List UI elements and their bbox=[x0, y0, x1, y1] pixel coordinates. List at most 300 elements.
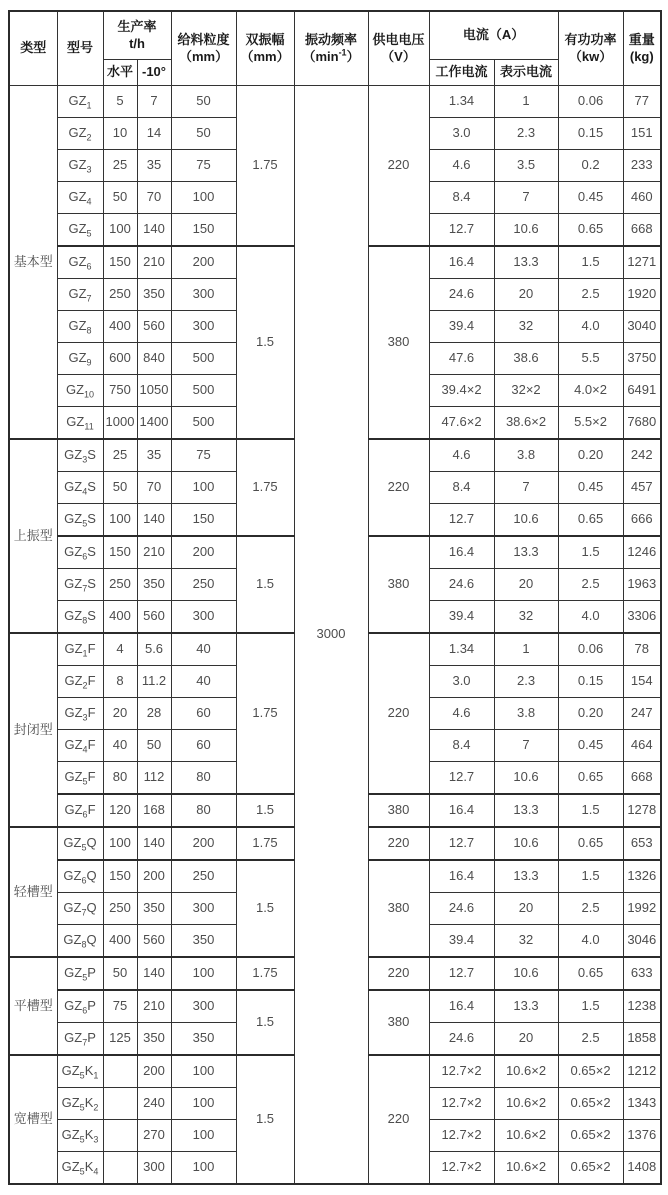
power-cell: 5.5 bbox=[558, 342, 623, 374]
working-current-cell: 4.6 bbox=[429, 149, 494, 181]
table-body bbox=[9, 85, 661, 1184]
rate-horizontal-cell: 50 bbox=[103, 471, 137, 503]
col-header-type: 类型 bbox=[9, 11, 57, 85]
voltage-cell: 380 bbox=[368, 860, 429, 957]
power-cell: 2.5 bbox=[558, 1022, 623, 1055]
weight-cell: 1858 bbox=[623, 1022, 661, 1055]
particle-size-cell: 100 bbox=[171, 1151, 236, 1184]
rate-horizontal-cell: 8 bbox=[103, 665, 137, 697]
working-current-cell: 4.6 bbox=[429, 697, 494, 729]
particle-size-cell: 75 bbox=[171, 149, 236, 181]
rate-horizontal-cell: 20 bbox=[103, 697, 137, 729]
indicated-current-cell: 20 bbox=[494, 892, 558, 924]
weight-cell: 1246 bbox=[623, 536, 661, 569]
particle-size-cell: 200 bbox=[171, 536, 236, 569]
rate-incline-cell: 140 bbox=[137, 503, 171, 536]
particle-size-cell: 60 bbox=[171, 697, 236, 729]
working-current-cell: 1.34 bbox=[429, 85, 494, 117]
weight-cell: 3306 bbox=[623, 600, 661, 633]
weight-cell: 1238 bbox=[623, 990, 661, 1023]
weight-cell: 1271 bbox=[623, 246, 661, 279]
particle-size-cell: 80 bbox=[171, 761, 236, 794]
power-cell: 0.06 bbox=[558, 633, 623, 666]
rate-incline-cell: 210 bbox=[137, 990, 171, 1023]
production-rate-unit: t/h bbox=[129, 36, 145, 52]
model-cell: $GZ_8Q$ bbox=[57, 924, 103, 957]
working-current-cell: 8.4 bbox=[429, 729, 494, 761]
working-current-cell: 12.7 bbox=[429, 761, 494, 794]
power-cell: 0.20 bbox=[558, 697, 623, 729]
voltage-cell: 220 bbox=[368, 827, 429, 860]
power-cell: 0.65 bbox=[558, 503, 623, 536]
weight-cell: 242 bbox=[623, 439, 661, 472]
rate-incline-cell: 240 bbox=[137, 1087, 171, 1119]
power-cell: 0.65×2 bbox=[558, 1119, 623, 1151]
particle-size-cell: 100 bbox=[171, 957, 236, 990]
particle-size-cell: 500 bbox=[171, 406, 236, 439]
working-current-cell: 16.4 bbox=[429, 794, 494, 827]
power-cell: 0.2 bbox=[558, 149, 623, 181]
weight-cell: 1343 bbox=[623, 1087, 661, 1119]
weight-cell: 666 bbox=[623, 503, 661, 536]
working-current-cell: 24.6 bbox=[429, 892, 494, 924]
type-group-cell: 平槽型 bbox=[9, 957, 57, 1055]
rate-horizontal-cell: 80 bbox=[103, 761, 137, 794]
particle-size-cell: 500 bbox=[171, 374, 236, 406]
particle-size-cell: 350 bbox=[171, 1022, 236, 1055]
power-cell: 0.65 bbox=[558, 827, 623, 860]
rate-horizontal-cell bbox=[103, 1151, 137, 1184]
model-cell: $GZ_6S$ bbox=[57, 536, 103, 569]
voltage-cell: 380 bbox=[368, 794, 429, 827]
power-cell: 4.0 bbox=[558, 310, 623, 342]
model-cell: $GZ_1F$ bbox=[57, 633, 103, 666]
rate-horizontal-cell: 100 bbox=[103, 827, 137, 860]
rate-incline-cell: 560 bbox=[137, 600, 171, 633]
weight-cell: 6491 bbox=[623, 374, 661, 406]
rate-horizontal-cell: 150 bbox=[103, 246, 137, 279]
rate-horizontal-cell: 150 bbox=[103, 860, 137, 893]
indicated-current-cell: 2.3 bbox=[494, 665, 558, 697]
col-header-model: 型号 bbox=[57, 11, 103, 85]
model-cell: $GZ_5F$ bbox=[57, 761, 103, 794]
rate-incline-cell: 200 bbox=[137, 860, 171, 893]
indicated-current-cell: 38.6×2 bbox=[494, 406, 558, 439]
working-current-cell: 12.7 bbox=[429, 827, 494, 860]
rate-horizontal-cell: 150 bbox=[103, 536, 137, 569]
col-subheader-indicated-current: 表示电流 bbox=[494, 59, 558, 85]
rate-horizontal-cell: 250 bbox=[103, 892, 137, 924]
type-group-cell: 基本型 bbox=[9, 85, 57, 439]
rate-incline-cell: 840 bbox=[137, 342, 171, 374]
rate-horizontal-cell: 750 bbox=[103, 374, 137, 406]
rate-incline-cell: 70 bbox=[137, 181, 171, 213]
model-cell: $GZ_5P$ bbox=[57, 957, 103, 990]
amplitude-cell: 1.5 bbox=[236, 246, 294, 439]
weight-cell: 633 bbox=[623, 957, 661, 990]
model-cell: $GZ_1$ bbox=[57, 85, 103, 117]
working-current-cell: 39.4×2 bbox=[429, 374, 494, 406]
voltage-cell: 220 bbox=[368, 85, 429, 246]
rate-incline-cell: 5.6 bbox=[137, 633, 171, 666]
col-header-production-rate bbox=[103, 11, 171, 59]
rate-incline-cell: 14 bbox=[137, 117, 171, 149]
col-header-amplitude: 双振幅 （mm） bbox=[236, 11, 294, 85]
weight-cell: 3040 bbox=[623, 310, 661, 342]
model-cell: $GZ_6F$ bbox=[57, 794, 103, 827]
particle-size-cell: 40 bbox=[171, 665, 236, 697]
working-current-cell: 24.6 bbox=[429, 278, 494, 310]
model-cell: $GZ_3S$ bbox=[57, 439, 103, 472]
rate-incline-cell: 1050 bbox=[137, 374, 171, 406]
col-header-weight: 重量 (kg) bbox=[623, 11, 661, 85]
power-cell: 0.65 bbox=[558, 213, 623, 246]
model-cell: $GZ_5K_1$ bbox=[57, 1055, 103, 1088]
particle-size-cell: 300 bbox=[171, 278, 236, 310]
rate-horizontal-cell: 40 bbox=[103, 729, 137, 761]
particle-size-cell: 60 bbox=[171, 729, 236, 761]
weight-cell: 233 bbox=[623, 149, 661, 181]
weight-cell: 1212 bbox=[623, 1055, 661, 1088]
indicated-current-cell: 10.6×2 bbox=[494, 1055, 558, 1088]
working-current-cell: 12.7×2 bbox=[429, 1151, 494, 1184]
frequency-exponent: -1 bbox=[338, 47, 347, 58]
type-group-cell: 上振型 bbox=[9, 439, 57, 633]
particle-size-cell: 100 bbox=[171, 1055, 236, 1088]
working-current-cell: 12.7×2 bbox=[429, 1087, 494, 1119]
model-cell: $GZ_7$ bbox=[57, 278, 103, 310]
col-subheader-incline: -10° bbox=[137, 59, 171, 85]
model-cell: $GZ_3$ bbox=[57, 149, 103, 181]
weight-cell: 1408 bbox=[623, 1151, 661, 1184]
rate-incline-cell: 350 bbox=[137, 1022, 171, 1055]
power-cell: 2.5 bbox=[558, 568, 623, 600]
working-current-cell: 12.7 bbox=[429, 503, 494, 536]
working-current-cell: 12.7 bbox=[429, 957, 494, 990]
rate-incline-cell: 560 bbox=[137, 924, 171, 957]
power-cell: 1.5 bbox=[558, 246, 623, 279]
production-rate-title: 生产率 bbox=[117, 18, 157, 34]
col-subheader-horizontal: 水平 bbox=[103, 59, 137, 85]
col-header-power: 有功功率 （kw） bbox=[558, 11, 623, 85]
indicated-current-cell: 10.6×2 bbox=[494, 1119, 558, 1151]
rate-horizontal-cell: 75 bbox=[103, 990, 137, 1023]
particle-size-cell: 150 bbox=[171, 503, 236, 536]
particle-size-cell: 300 bbox=[171, 600, 236, 633]
particle-size-cell: 250 bbox=[171, 860, 236, 893]
working-current-cell: 39.4 bbox=[429, 310, 494, 342]
voltage-cell: 220 bbox=[368, 439, 429, 536]
power-cell: 2.5 bbox=[558, 892, 623, 924]
power-cell: 1.5 bbox=[558, 990, 623, 1023]
working-current-cell: 12.7×2 bbox=[429, 1119, 494, 1151]
rate-incline-cell: 140 bbox=[137, 213, 171, 246]
rate-incline-cell: 35 bbox=[137, 149, 171, 181]
amplitude-cell: 1.5 bbox=[236, 1055, 294, 1184]
rate-horizontal-cell: 100 bbox=[103, 213, 137, 246]
rate-incline-cell: 112 bbox=[137, 761, 171, 794]
amplitude-cell: 1.75 bbox=[236, 85, 294, 246]
col-header-particle-size: 给料粒度 （mm） bbox=[171, 11, 236, 85]
indicated-current-cell: 10.6×2 bbox=[494, 1087, 558, 1119]
weight-cell: 77 bbox=[623, 85, 661, 117]
rate-incline-cell: 270 bbox=[137, 1119, 171, 1151]
indicated-current-cell: 13.3 bbox=[494, 536, 558, 569]
power-cell: 0.06 bbox=[558, 85, 623, 117]
indicated-current-cell: 20 bbox=[494, 568, 558, 600]
voltage-cell: 380 bbox=[368, 536, 429, 633]
weight-cell: 3750 bbox=[623, 342, 661, 374]
model-cell: $GZ_6P$ bbox=[57, 990, 103, 1023]
rate-incline-cell: 140 bbox=[137, 827, 171, 860]
rate-horizontal-cell: 120 bbox=[103, 794, 137, 827]
working-current-cell: 4.6 bbox=[429, 439, 494, 472]
rate-incline-cell: 1400 bbox=[137, 406, 171, 439]
rate-incline-cell: 168 bbox=[137, 794, 171, 827]
indicated-current-cell: 32 bbox=[494, 310, 558, 342]
model-cell: $GZ_8$ bbox=[57, 310, 103, 342]
working-current-cell: 16.4 bbox=[429, 246, 494, 279]
indicated-current-cell: 7 bbox=[494, 471, 558, 503]
voltage-cell: 380 bbox=[368, 246, 429, 439]
working-current-cell: 47.6 bbox=[429, 342, 494, 374]
particle-size-cell: 50 bbox=[171, 117, 236, 149]
rate-incline-cell: 200 bbox=[137, 1055, 171, 1088]
power-cell: 0.45 bbox=[558, 181, 623, 213]
model-cell: $GZ_3F$ bbox=[57, 697, 103, 729]
power-cell: 1.5 bbox=[558, 794, 623, 827]
model-cell: $GZ_2$ bbox=[57, 117, 103, 149]
amplitude-cell: 1.75 bbox=[236, 633, 294, 794]
rate-horizontal-cell: 125 bbox=[103, 1022, 137, 1055]
rate-horizontal-cell bbox=[103, 1119, 137, 1151]
amplitude-cell: 1.5 bbox=[236, 794, 294, 827]
table-row bbox=[9, 85, 661, 117]
power-cell: 0.15 bbox=[558, 665, 623, 697]
rate-incline-cell: 140 bbox=[137, 957, 171, 990]
rate-incline-cell: 35 bbox=[137, 439, 171, 472]
type-group-cell: 轻槽型 bbox=[9, 827, 57, 957]
indicated-current-cell: 10.6 bbox=[494, 761, 558, 794]
spec-table bbox=[8, 10, 662, 1185]
power-cell: 0.65 bbox=[558, 761, 623, 794]
working-current-cell: 16.4 bbox=[429, 536, 494, 569]
rate-horizontal-cell: 1000 bbox=[103, 406, 137, 439]
rate-incline-cell: 50 bbox=[137, 729, 171, 761]
particle-size-cell: 300 bbox=[171, 310, 236, 342]
indicated-current-cell: 3.8 bbox=[494, 697, 558, 729]
power-cell: 4.0 bbox=[558, 600, 623, 633]
particle-size-cell: 80 bbox=[171, 794, 236, 827]
working-current-cell: 8.4 bbox=[429, 471, 494, 503]
rate-horizontal-cell: 250 bbox=[103, 568, 137, 600]
power-cell: 5.5×2 bbox=[558, 406, 623, 439]
rate-horizontal-cell: 4 bbox=[103, 633, 137, 666]
model-cell: $GZ_2F$ bbox=[57, 665, 103, 697]
model-cell: $GZ_5Q$ bbox=[57, 827, 103, 860]
indicated-current-cell: 10.6 bbox=[494, 503, 558, 536]
rate-incline-cell: 210 bbox=[137, 536, 171, 569]
weight-cell: 1376 bbox=[623, 1119, 661, 1151]
weight-cell: 1326 bbox=[623, 860, 661, 893]
rate-horizontal-cell: 400 bbox=[103, 600, 137, 633]
weight-cell: 151 bbox=[623, 117, 661, 149]
amplitude-cell: 1.5 bbox=[236, 536, 294, 633]
indicated-current-cell: 7 bbox=[494, 181, 558, 213]
weight-cell: 668 bbox=[623, 213, 661, 246]
rate-horizontal-cell: 400 bbox=[103, 924, 137, 957]
model-cell: $GZ_5$ bbox=[57, 213, 103, 246]
power-cell: 4.0×2 bbox=[558, 374, 623, 406]
particle-size-cell: 200 bbox=[171, 246, 236, 279]
rate-incline-cell: 28 bbox=[137, 697, 171, 729]
particle-size-cell: 100 bbox=[171, 181, 236, 213]
particle-size-cell: 200 bbox=[171, 827, 236, 860]
rate-incline-cell: 300 bbox=[137, 1151, 171, 1184]
particle-size-cell: 350 bbox=[171, 924, 236, 957]
indicated-current-cell: 10.6 bbox=[494, 213, 558, 246]
model-cell: $GZ_4$ bbox=[57, 181, 103, 213]
weight-cell: 457 bbox=[623, 471, 661, 503]
indicated-current-cell: 3.5 bbox=[494, 149, 558, 181]
indicated-current-cell: 20 bbox=[494, 1022, 558, 1055]
power-cell: 0.65×2 bbox=[558, 1055, 623, 1088]
particle-size-cell: 75 bbox=[171, 439, 236, 472]
col-header-frequency: 振动频率 $(\min^{-1})$ bbox=[294, 11, 368, 85]
indicated-current-cell: 38.6 bbox=[494, 342, 558, 374]
indicated-current-cell: 13.3 bbox=[494, 860, 558, 893]
working-current-cell: 16.4 bbox=[429, 990, 494, 1023]
model-cell: $GZ_9$ bbox=[57, 342, 103, 374]
rate-incline-cell: 7 bbox=[137, 85, 171, 117]
rate-horizontal-cell: 400 bbox=[103, 310, 137, 342]
model-cell: $GZ_5K_3$ bbox=[57, 1119, 103, 1151]
model-cell: $GZ_7Q$ bbox=[57, 892, 103, 924]
rate-incline-cell: 350 bbox=[137, 278, 171, 310]
table-header bbox=[9, 11, 661, 85]
particle-size-cell: 100 bbox=[171, 1087, 236, 1119]
indicated-current-cell: 32×2 bbox=[494, 374, 558, 406]
weight-cell: 154 bbox=[623, 665, 661, 697]
model-cell: $GZ_5K_2$ bbox=[57, 1087, 103, 1119]
indicated-current-cell: 13.3 bbox=[494, 990, 558, 1023]
weight-cell: 3046 bbox=[623, 924, 661, 957]
weight-cell: 460 bbox=[623, 181, 661, 213]
col-header-current: 电流（A） bbox=[429, 11, 558, 59]
voltage-cell: 220 bbox=[368, 957, 429, 990]
rate-horizontal-cell bbox=[103, 1087, 137, 1119]
working-current-cell: 39.4 bbox=[429, 924, 494, 957]
working-current-cell: 12.7 bbox=[429, 213, 494, 246]
amplitude-cell: 1.5 bbox=[236, 860, 294, 957]
amplitude-cell: 1.75 bbox=[236, 957, 294, 990]
rate-horizontal-cell: 5 bbox=[103, 85, 137, 117]
particle-size-cell: 100 bbox=[171, 471, 236, 503]
rate-horizontal-cell: 250 bbox=[103, 278, 137, 310]
working-current-cell: 39.4 bbox=[429, 600, 494, 633]
particle-size-cell: 150 bbox=[171, 213, 236, 246]
power-cell: 0.45 bbox=[558, 471, 623, 503]
amplitude-cell: 1.5 bbox=[236, 990, 294, 1055]
model-cell: $GZ_6$ bbox=[57, 246, 103, 279]
particle-size-cell: 100 bbox=[171, 1119, 236, 1151]
indicated-current-cell: 1 bbox=[494, 633, 558, 666]
rate-horizontal-cell: 50 bbox=[103, 181, 137, 213]
type-group-cell: 宽槽型 bbox=[9, 1055, 57, 1184]
indicated-current-cell: 1 bbox=[494, 85, 558, 117]
indicated-current-cell: 32 bbox=[494, 924, 558, 957]
power-cell: 0.65×2 bbox=[558, 1151, 623, 1184]
rate-incline-cell: 210 bbox=[137, 246, 171, 279]
rate-horizontal-cell: 50 bbox=[103, 957, 137, 990]
rate-horizontal-cell: 25 bbox=[103, 149, 137, 181]
indicated-current-cell: 13.3 bbox=[494, 794, 558, 827]
weight-cell: 1992 bbox=[623, 892, 661, 924]
col-subheader-working-current: 工作电流 bbox=[429, 59, 494, 85]
rate-incline-cell: 11.2 bbox=[137, 665, 171, 697]
indicated-current-cell: 10.6 bbox=[494, 957, 558, 990]
indicated-current-cell: 20 bbox=[494, 278, 558, 310]
model-cell: $GZ_7P$ bbox=[57, 1022, 103, 1055]
amplitude-cell: 1.75 bbox=[236, 827, 294, 860]
model-cell: $GZ_{10}$ bbox=[57, 374, 103, 406]
model-cell: $GZ_{11}$ bbox=[57, 406, 103, 439]
power-cell: 4.0 bbox=[558, 924, 623, 957]
power-cell: 0.20 bbox=[558, 439, 623, 472]
model-cell: $GZ_4S$ bbox=[57, 471, 103, 503]
rate-incline-cell: 350 bbox=[137, 568, 171, 600]
voltage-cell: 380 bbox=[368, 990, 429, 1055]
col-header-voltage: 供电电压 （V） bbox=[368, 11, 429, 85]
power-cell: 1.5 bbox=[558, 536, 623, 569]
rate-horizontal-cell: 600 bbox=[103, 342, 137, 374]
particle-size-cell: 500 bbox=[171, 342, 236, 374]
rate-incline-cell: 350 bbox=[137, 892, 171, 924]
power-cell: 0.65×2 bbox=[558, 1087, 623, 1119]
rate-incline-cell: 560 bbox=[137, 310, 171, 342]
particle-size-cell: 40 bbox=[171, 633, 236, 666]
weight-cell: 1920 bbox=[623, 278, 661, 310]
working-current-cell: 1.34 bbox=[429, 633, 494, 666]
weight-cell: 1278 bbox=[623, 794, 661, 827]
voltage-cell: 220 bbox=[368, 1055, 429, 1184]
indicated-current-cell: 10.6×2 bbox=[494, 1151, 558, 1184]
working-current-cell: 16.4 bbox=[429, 860, 494, 893]
weight-cell: 464 bbox=[623, 729, 661, 761]
power-cell: 0.45 bbox=[558, 729, 623, 761]
weight-cell: 7680 bbox=[623, 406, 661, 439]
indicated-current-cell: 13.3 bbox=[494, 246, 558, 279]
rate-horizontal-cell bbox=[103, 1055, 137, 1088]
working-current-cell: 12.7×2 bbox=[429, 1055, 494, 1088]
indicated-current-cell: 32 bbox=[494, 600, 558, 633]
rate-incline-cell: 70 bbox=[137, 471, 171, 503]
working-current-cell: 3.0 bbox=[429, 665, 494, 697]
model-cell: $GZ_7S$ bbox=[57, 568, 103, 600]
frequency-cell: 3000 bbox=[294, 85, 368, 1184]
weight-cell: 668 bbox=[623, 761, 661, 794]
weight-cell: 78 bbox=[623, 633, 661, 666]
working-current-cell: 24.6 bbox=[429, 568, 494, 600]
model-cell: $GZ_5S$ bbox=[57, 503, 103, 536]
working-current-cell: 24.6 bbox=[429, 1022, 494, 1055]
working-current-cell: 3.0 bbox=[429, 117, 494, 149]
type-group-cell: 封闭型 bbox=[9, 633, 57, 827]
model-cell: $GZ_4F$ bbox=[57, 729, 103, 761]
model-cell: $GZ_6Q$ bbox=[57, 860, 103, 893]
power-cell: 0.15 bbox=[558, 117, 623, 149]
rate-horizontal-cell: 100 bbox=[103, 503, 137, 536]
